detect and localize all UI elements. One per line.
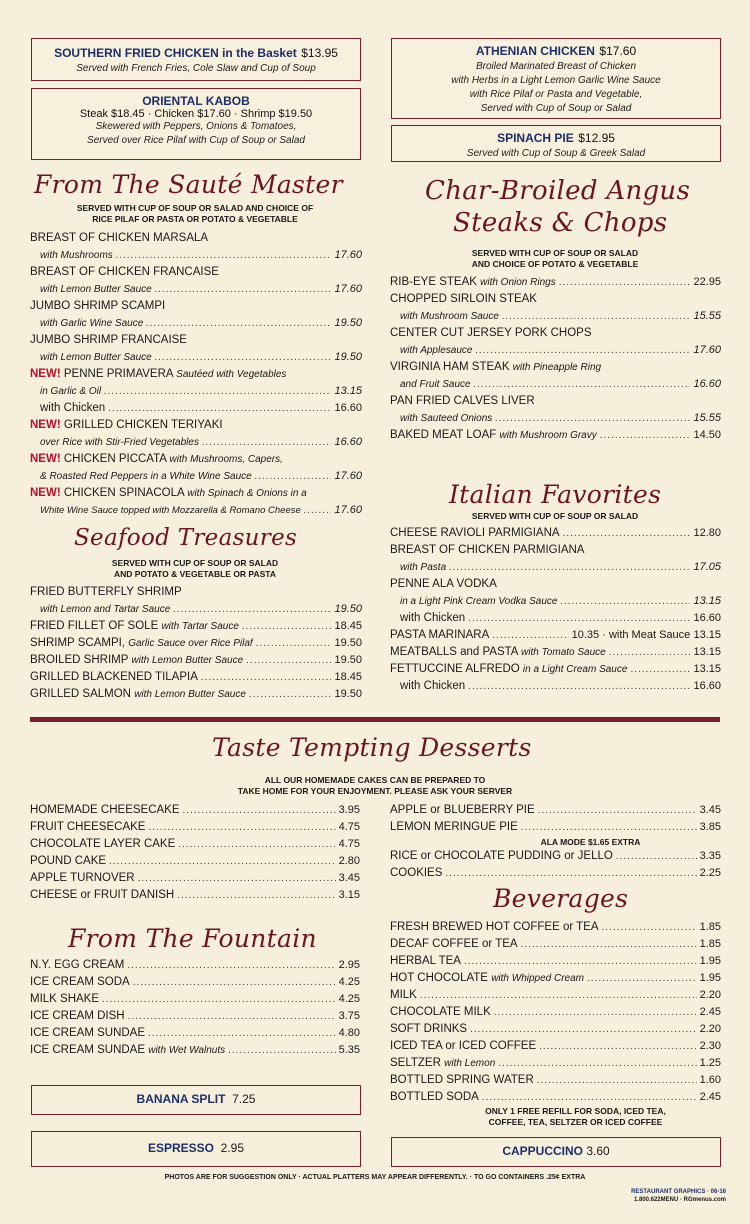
item-price: 2.20 — [699, 989, 721, 1001]
menu-item — [390, 1021, 721, 1038]
item-price: 19.50 — [334, 317, 362, 329]
item-price: 2.20 — [699, 1023, 721, 1035]
menu-item-sub — [30, 601, 362, 618]
item-price: 17.05 — [693, 561, 721, 573]
menu-item-sub — [390, 610, 721, 627]
athenian-desc-4: Served with Cup of Soup or Salad — [480, 103, 632, 114]
item-name: ICE CREAM SUNDAE — [30, 1027, 146, 1039]
item-name: CHOCOLATE LAYER CAKE — [30, 838, 176, 850]
ala-mode-note: ALA MODE $1.65 EXTRA — [540, 837, 641, 847]
item-price: 19.50 — [334, 654, 362, 666]
spinach-pie-box — [391, 125, 721, 162]
item-desc: with Lemon — [444, 1058, 496, 1069]
item-price: 2.45 — [699, 1091, 721, 1103]
item-price: 4.25 — [338, 976, 360, 988]
athenian-title: ATHENIAN CHICKEN — [475, 44, 595, 58]
menu-item — [390, 1089, 721, 1106]
footer-credit — [606, 1188, 726, 1204]
item-desc: with Applesauce — [400, 345, 473, 356]
menu-item — [390, 661, 721, 678]
menu-item — [390, 359, 721, 376]
item-name: DECAF COFFEE or TEA — [390, 938, 518, 950]
item-desc: with Pineapple Ring — [512, 362, 602, 373]
menu-item — [30, 853, 360, 870]
item-price: 3.35 — [699, 850, 721, 862]
item-desc: with Mushroom Gravy — [499, 430, 597, 441]
item-name: CHEESE or FRUIT DANISH — [30, 889, 175, 901]
item-price: 16.60 — [334, 402, 362, 414]
item-desc: with Lemon Butter Sauce — [131, 655, 244, 666]
item-price: 3.45 — [699, 804, 721, 816]
espresso-name: ESPRESSO — [147, 1141, 214, 1155]
item-desc: with Mushrooms, Capers, — [169, 454, 283, 465]
refill-note-1: ONLY 1 FREE REFILL FOR SODA, ICED TEA, — [485, 1106, 666, 1116]
menu-item — [390, 644, 721, 661]
item-desc: in a Light Pink Cream Vodka Sauce — [400, 596, 558, 607]
menu-item — [30, 332, 362, 349]
steaks-list — [390, 274, 721, 444]
menu-item-sub — [30, 400, 362, 417]
item-name: PENNE PRIMAVERA — [63, 368, 173, 380]
refill-note-2: COFFEE, TEA, SELTZER OR ICED COFFEE — [488, 1117, 663, 1127]
item-price: 5.35 — [338, 1044, 360, 1056]
item-price: 13.15 — [693, 629, 721, 641]
item-price: 4.25 — [338, 993, 360, 1005]
italian-heading: Italian Favorites — [449, 480, 662, 509]
menu-item-sub — [390, 376, 721, 393]
item-desc: in Garlic & Oil — [40, 386, 102, 397]
cappuccino-box — [391, 1137, 721, 1167]
menu-item-sub — [390, 593, 721, 610]
fountain-heading: From The Fountain — [68, 924, 317, 953]
item-name: CHEESE RAVIOLI PARMIGIANA — [390, 527, 560, 539]
item-price: 22.95 — [693, 276, 721, 288]
item-price: 17.60 — [334, 504, 362, 516]
item-price: 2.25 — [699, 867, 721, 879]
menu-item — [390, 1072, 721, 1089]
item-name: RIB-EYE STEAK — [390, 276, 477, 288]
item-desc: with Mushroom Sauce — [400, 311, 499, 322]
cappuccino-name: CAPPUCCINO — [502, 1144, 583, 1158]
credit-line-1: RESTAURANT GRAPHICS · 06-16 — [631, 1189, 726, 1195]
menu-item — [390, 936, 721, 953]
item-price: 12.80 — [693, 527, 721, 539]
item-name: CHICKEN SPINACOLA — [63, 487, 185, 499]
menu-item — [390, 627, 721, 644]
menu-item — [30, 686, 362, 703]
item-price: 2.95 — [338, 959, 360, 971]
menu-item — [30, 887, 360, 904]
item-name: CHOPPED SIRLOIN STEAK — [390, 293, 537, 305]
item-name: GRILLED BLACKENED TILAPIA — [30, 671, 198, 683]
beverages-list — [390, 919, 721, 1128]
kabob-prices: Steak $18.45 · Chicken $17.60 · Shrimp $19.50 — [79, 108, 313, 120]
item-name: PASTA MARINARA — [390, 629, 490, 641]
item-desc: with Spinach & Onions in a — [187, 488, 307, 499]
southern-title: SOUTHERN FRIED CHICKEN in the Basket — [54, 46, 297, 60]
item-price: 4.75 — [338, 838, 360, 850]
item-name: FRIED BUTTERFLY SHRIMP — [30, 586, 182, 598]
menu-item — [390, 291, 721, 308]
saute-note-1: SERVED WITH CUP OF SOUP OR SALAD AND CHOICE OF — [76, 203, 314, 213]
item-price: 1.60 — [699, 1074, 721, 1086]
southern-desc: Served with French Fries, Cole Slaw and Cup of Soup — [76, 63, 316, 74]
menu-item — [30, 485, 362, 502]
item-name: APPLE TURNOVER — [30, 872, 135, 884]
item-name: BREAST OF CHICKEN FRANCAISE — [30, 266, 219, 278]
desserts-left-list — [30, 802, 360, 904]
menu-item — [30, 230, 362, 247]
menu-item-sub — [30, 315, 362, 332]
item-price: 1.25 — [699, 1057, 721, 1069]
menu-item — [30, 669, 362, 686]
item-name: RICE or CHOCOLATE PUDDING or JELLO — [390, 850, 613, 862]
item-desc: with Sauteed Onions — [400, 413, 493, 424]
item-name: MEATBALLS and PASTA — [390, 646, 518, 658]
item-price: 16.60 — [693, 680, 721, 692]
item-desc: with Garlic Wine Sauce — [40, 318, 144, 329]
item-price: 2.45 — [699, 1006, 721, 1018]
item-desc: with Onion Rings — [480, 277, 556, 288]
menu-item — [30, 298, 362, 315]
menu-item — [390, 393, 721, 410]
item-price: 2.80 — [338, 855, 360, 867]
menu-item — [30, 264, 362, 281]
kabob-title: ORIENTAL KABOB — [142, 94, 250, 108]
item-price: 3.75 — [338, 1010, 360, 1022]
menu-item — [390, 1055, 721, 1072]
item-price: 17.60 — [693, 344, 721, 356]
banana-split-price: 7.25 — [232, 1092, 256, 1106]
item-price: 2.30 — [699, 1040, 721, 1052]
item-name: CHICKEN PICCATA — [63, 453, 167, 465]
item-desc: Garlic Sauce over Rice Pilaf — [128, 638, 253, 649]
menu-item — [30, 635, 362, 652]
item-price: 1.95 — [699, 955, 721, 967]
southern-fried-chicken-box — [31, 38, 361, 81]
desserts-note-1: ALL OUR HOMEMADE CAKES CAN BE PREPARED TO — [264, 775, 486, 785]
item-price: 13.15 — [334, 385, 362, 397]
item-price: 19.50 — [334, 351, 362, 363]
item-desc: with Lemon Butter Sauce — [40, 352, 152, 363]
item-desc: with Lemon and Tartar Sauce — [40, 604, 171, 615]
steaks-heading-1: Char-Broiled Angus — [425, 176, 691, 206]
steaks-heading-2: Steaks & Chops — [453, 208, 668, 238]
new-badge: NEW! — [30, 487, 61, 499]
oriental-kabob-box — [31, 88, 361, 160]
item-price: 15.55 — [693, 310, 721, 322]
menu-item-sub — [390, 678, 721, 695]
espresso-box — [31, 1131, 361, 1167]
item-name: PAN FRIED CALVES LIVER — [390, 395, 535, 407]
item-price: 19.50 — [334, 603, 362, 615]
menu-item — [30, 819, 360, 836]
item-price: 18.45 — [334, 620, 362, 632]
item-price: 1.85 — [699, 938, 721, 950]
item-price: 3.45 — [338, 872, 360, 884]
item-mid-price: 10.35 · with Meat Sauce — [571, 629, 691, 641]
item-price: 19.50 — [334, 637, 362, 649]
espresso-price: 2.95 — [220, 1141, 245, 1155]
athenian-chicken-box — [391, 38, 721, 119]
item-option: with Chicken — [40, 402, 106, 414]
seafood-note-1: SERVED WITH CUP OF SOUP OR SALAD — [111, 558, 279, 568]
southern-price: $13.95 — [301, 46, 338, 60]
spinach-price: $12.95 — [578, 131, 615, 145]
item-price: 16.60 — [334, 436, 362, 448]
menu-item — [30, 974, 360, 991]
item-name: CENTER CUT JERSEY PORK CHOPS — [390, 327, 592, 339]
item-name: BREAST OF CHICKEN MARSALA — [30, 232, 209, 244]
menu-item — [30, 417, 362, 434]
menu-item-sub — [390, 410, 721, 427]
item-desc: over Rice with Stir-Fried Vegetables — [40, 437, 199, 448]
item-price: 4.80 — [338, 1027, 360, 1039]
item-name: GRILLED SALMON — [30, 688, 131, 700]
item-name: VIRGINIA HAM STEAK — [390, 361, 510, 373]
athenian-desc-3: with Rice Pilaf or Pasta and Vegetable, — [469, 89, 643, 100]
item-price: 3.95 — [338, 804, 360, 816]
spinach-title: SPINACH PIE — [497, 131, 574, 145]
menu-item — [30, 451, 362, 468]
menu-item — [390, 987, 721, 1004]
menu-item — [390, 542, 721, 559]
item-name: BAKED MEAT LOAF — [390, 429, 497, 441]
item-desc: White Wine Sauce topped with Mozzarella & Romano Cheese — [40, 505, 301, 516]
menu-item — [30, 652, 362, 669]
menu-item — [30, 802, 360, 819]
fountain-list — [30, 957, 360, 1059]
menu-item — [390, 970, 721, 987]
menu-item — [390, 525, 721, 542]
menu-item — [30, 618, 362, 635]
item-desc: with Whipped Cream — [491, 973, 584, 984]
menu-item — [390, 1038, 721, 1055]
item-price: 13.15 — [693, 595, 721, 607]
item-price: 4.75 — [338, 821, 360, 833]
item-name: SHRIMP SCAMPI, — [30, 637, 125, 649]
item-price: 14.50 — [693, 429, 721, 441]
menu-item — [390, 865, 721, 882]
item-price: 3.85 — [699, 821, 721, 833]
item-desc: with Tomato Sauce — [521, 647, 606, 658]
menu-item — [390, 325, 721, 342]
credit-line-2: 1.800.622MENU · RGmenus.com — [633, 1197, 726, 1203]
menu-item — [390, 274, 721, 291]
item-price: 17.60 — [334, 470, 362, 482]
kabob-desc-1: Skewered with Peppers, Onions & Tomatoes, — [95, 121, 297, 132]
item-name: FETTUCCINE ALFREDO — [390, 663, 520, 675]
menu-item — [390, 919, 721, 936]
item-name: POUND CAKE — [30, 855, 107, 867]
new-badge: NEW! — [30, 419, 61, 431]
item-price: 13.15 — [693, 646, 721, 658]
item-name: SOFT DRINKS — [390, 1023, 468, 1035]
kabob-desc-2: Served over Rice Pilaf with Cup of Soup or Salad — [87, 135, 305, 146]
menu-item — [30, 1025, 360, 1042]
item-price: 18.45 — [334, 671, 362, 683]
menu-item — [390, 427, 721, 444]
menu-item — [390, 1004, 721, 1021]
item-name: HOMEMADE CHEESECAKE — [30, 804, 180, 816]
menu-item — [390, 802, 721, 819]
item-price: 16.60 — [693, 378, 721, 390]
item-name: HOT CHOCOLATE — [390, 972, 488, 984]
athenian-price: $17.60 — [599, 44, 637, 58]
menu-item-sub — [30, 247, 362, 264]
item-desc: with Wet Walnuts — [148, 1045, 226, 1056]
menu-item-sub — [390, 308, 721, 325]
item-name: GRILLED CHICKEN TERIYAKI — [63, 419, 223, 431]
item-name: HERBAL TEA — [390, 955, 461, 967]
item-name: APPLE or BLUEBERRY PIE — [390, 804, 535, 816]
item-name: JUMBO SHRIMP FRANCAISE — [30, 334, 187, 346]
item-name: BOTTLED SODA — [390, 1091, 479, 1103]
seafood-note-2: AND POTATO & VEGETABLE OR PASTA — [114, 569, 276, 579]
athenian-desc-2: with Herbs in a Light Lemon Garlic Wine Sauce — [451, 75, 661, 86]
item-name: ICE CREAM SUNDAE — [30, 1044, 146, 1056]
menu-item-sub — [390, 559, 721, 576]
item-name: ICED TEA or ICED COFFEE — [390, 1040, 537, 1052]
steaks-note-2: AND CHOICE OF POTATO & VEGETABLE — [471, 259, 639, 269]
saute-heading: From The Sauté Master — [34, 170, 343, 199]
item-desc: & Roasted Red Peppers in a White Wine Sauce — [40, 471, 252, 482]
new-badge: NEW! — [30, 368, 61, 380]
menu-item — [30, 957, 360, 974]
seafood-heading: Seafood Treasures — [74, 525, 298, 551]
item-price: 17.60 — [334, 283, 362, 295]
seafood-list — [30, 584, 362, 703]
item-desc: with Mushrooms — [40, 250, 113, 261]
item-desc: with Tartar Sauce — [161, 621, 239, 632]
item-name: CHOCOLATE MILK — [390, 1006, 491, 1018]
item-desc: with Pasta — [400, 562, 447, 573]
item-name: FRESH BREWED HOT COFFEE or TEA — [390, 921, 599, 933]
menu-item-sub — [30, 349, 362, 366]
menu-item-sub — [30, 434, 362, 451]
item-name: FRUIT CHEESECAKE — [30, 821, 146, 833]
italian-note: SERVED WITH CUP OF SOUP OR SALAD — [471, 511, 639, 521]
item-desc: in a Light Cream Sauce — [522, 664, 628, 675]
menu-item — [30, 584, 362, 601]
cappuccino-price: 3.60 — [586, 1144, 610, 1158]
menu-item-sub — [30, 383, 362, 400]
item-name: FRIED FILLET OF SOLE — [30, 620, 159, 632]
item-price: 15.55 — [693, 412, 721, 424]
menu-item — [390, 848, 721, 865]
item-option: with Chicken — [400, 612, 466, 624]
menu-item — [30, 836, 360, 853]
item-name: N.Y. EGG CREAM — [30, 959, 125, 971]
item-option: with Chicken — [400, 680, 466, 692]
menu-item — [30, 991, 360, 1008]
item-price: 1.85 — [699, 921, 721, 933]
italian-list — [390, 525, 721, 695]
item-desc: and Fruit Sauce — [400, 379, 471, 390]
item-name: BROILED SHRIMP — [30, 654, 129, 666]
new-badge: NEW! — [30, 453, 61, 465]
banana-split-box — [31, 1085, 361, 1115]
footer-note: PHOTOS ARE FOR SUGGESTION ONLY · ACTUAL PLATTERS MAY APPEAR DIFFERENTLY. · TO GO CONTAINERS .25¢ EXTRA — [164, 1174, 586, 1181]
item-name: COOKIES — [390, 867, 443, 879]
saute-note-2: RICE PILAF OR PASTA OR POTATO & VEGETABLE — [92, 214, 298, 224]
saute-list — [30, 230, 362, 519]
item-price: 16.60 — [693, 612, 721, 624]
athenian-desc-1: Broiled Marinated Breast of Chicken — [475, 61, 637, 72]
item-name: SELTZER — [390, 1057, 441, 1069]
spinach-desc: Served with Cup of Soup & Greek Salad — [466, 148, 646, 159]
item-name: MILK SHAKE — [30, 993, 100, 1005]
desserts-note-2: TAKE HOME FOR YOUR ENJOYMENT. PLEASE ASK YOUR SERVER — [237, 786, 513, 796]
item-name: PENNE ALA VODKA — [390, 578, 497, 590]
menu-item — [30, 1008, 360, 1025]
menu-item — [30, 870, 360, 887]
item-price: 19.50 — [334, 688, 362, 700]
item-name: ICE CREAM DISH — [30, 1010, 125, 1022]
item-name: JUMBO SHRIMP SCAMPI — [30, 300, 166, 312]
item-desc: with Lemon Butter Sauce — [134, 689, 246, 700]
desserts-heading: Taste Tempting Desserts — [212, 733, 532, 762]
menu-item-sub — [30, 502, 362, 519]
menu-item-sub — [30, 468, 362, 485]
item-price: 3.15 — [338, 889, 360, 901]
menu-item — [390, 576, 721, 593]
item-desc: with Lemon Butter Sauce — [40, 284, 152, 295]
item-price: 13.15 — [693, 663, 721, 675]
menu-item-sub — [30, 281, 362, 298]
beverages-heading: Beverages — [493, 884, 629, 913]
desserts-right-list — [390, 802, 721, 882]
section-divider — [30, 717, 720, 722]
item-name: BREAST OF CHICKEN PARMIGIANA — [390, 544, 585, 556]
item-name: BOTTLED SPRING WATER — [390, 1074, 534, 1086]
menu-item — [390, 819, 721, 836]
item-price: 17.60 — [334, 249, 362, 261]
menu-item-sub — [390, 342, 721, 359]
item-desc: Sautéed with Vegetables — [176, 369, 287, 380]
item-name: ICE CREAM SODA — [30, 976, 130, 988]
banana-split-name: BANANA SPLIT — [136, 1092, 226, 1106]
menu-item — [30, 366, 362, 383]
item-name: MILK — [390, 989, 417, 1001]
menu-item — [30, 1042, 360, 1059]
item-name: LEMON MERINGUE PIE — [390, 821, 518, 833]
menu-item — [390, 953, 721, 970]
steaks-note-1: SERVED WITH CUP OF SOUP OR SALAD — [471, 248, 639, 258]
item-price: 1.95 — [699, 972, 721, 984]
